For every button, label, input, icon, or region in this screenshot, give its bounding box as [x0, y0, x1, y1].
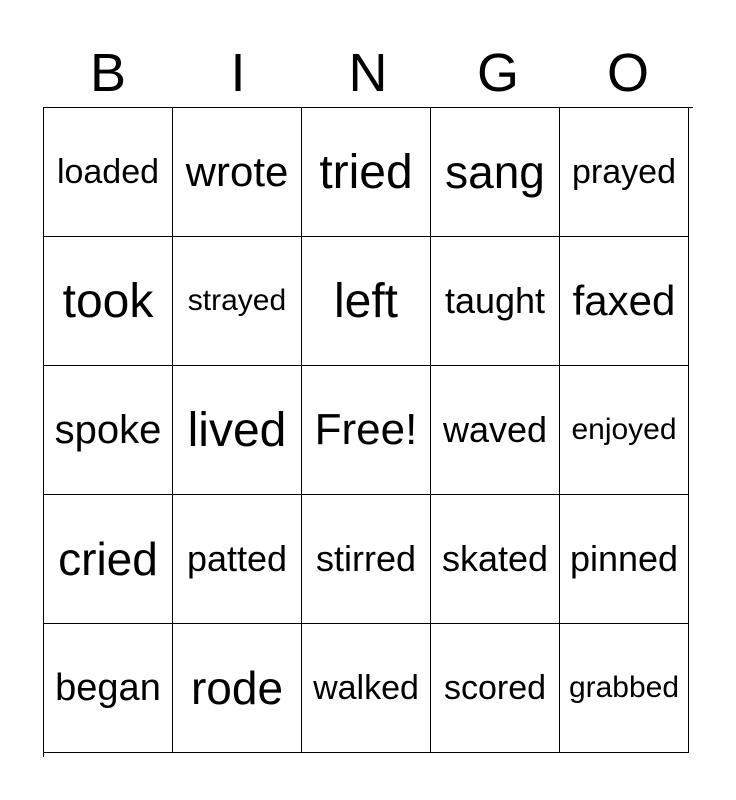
bingo-cell[interactable]: sang [431, 108, 560, 237]
bingo-cell[interactable]: lived [173, 366, 302, 495]
free-space-cell[interactable]: Free! [302, 366, 431, 495]
bingo-cell[interactable]: grabbed [560, 624, 689, 753]
bingo-cell[interactable]: spoke [44, 366, 173, 495]
header-letter-n: N [348, 43, 388, 103]
bingo-cell[interactable]: began [44, 624, 173, 753]
bingo-cell[interactable]: cried [44, 495, 173, 624]
bingo-cell[interactable]: loaded [44, 108, 173, 237]
bingo-cell[interactable]: rode [173, 624, 302, 753]
bingo-cell[interactable]: patted [173, 495, 302, 624]
bingo-cell[interactable]: skated [431, 495, 560, 624]
bingo-header [43, 40, 693, 106]
bingo-cell[interactable]: stirred [302, 495, 431, 624]
header-letter-i: I [230, 43, 246, 103]
bingo-cell[interactable]: tried [302, 108, 431, 237]
bingo-cell[interactable]: enjoyed [560, 366, 689, 495]
bingo-cell[interactable]: faxed [560, 237, 689, 366]
bingo-board [43, 107, 693, 757]
bingo-cell[interactable]: took [44, 237, 173, 366]
bingo-cell[interactable]: scored [431, 624, 560, 753]
header-letter-g: G [476, 43, 519, 103]
bingo-cell[interactable]: prayed [560, 108, 689, 237]
bingo-cell[interactable]: strayed [173, 237, 302, 366]
bingo-cell[interactable]: taught [431, 237, 560, 366]
bingo-cell[interactable]: wrote [173, 108, 302, 237]
bingo-cell[interactable]: walked [302, 624, 431, 753]
header-letter-b: B [89, 43, 127, 103]
header-letter-o: O [606, 43, 649, 103]
bingo-cell[interactable]: waved [431, 366, 560, 495]
bingo-cell[interactable]: pinned [560, 495, 689, 624]
bingo-cell[interactable]: left [302, 237, 431, 366]
